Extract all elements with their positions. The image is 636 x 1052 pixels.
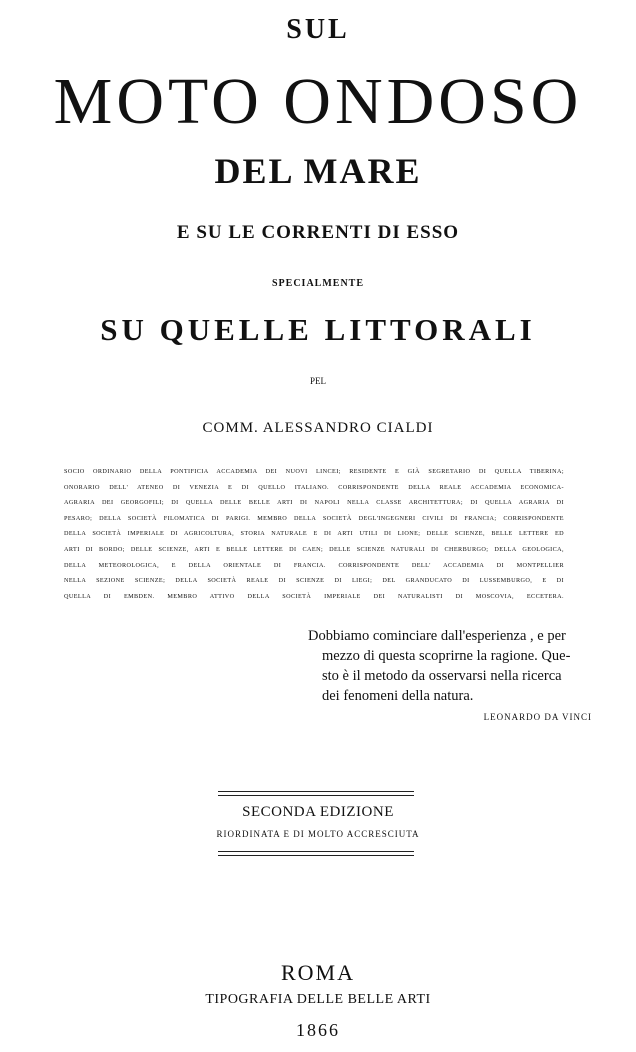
edition-rule-top-inner xyxy=(218,795,414,796)
epigraph xyxy=(308,626,600,727)
credentials-line: DELLA METEOROLOGICA, E DELLA ORIENTALE DI FRANCIA. CORRISPONDENTE DELL' ACCADEMIA DI MONTPELLIER xyxy=(64,561,564,569)
epigraph-line: dei fenomeni della natura. xyxy=(322,688,474,704)
epigraph-line: Dobbiamo cominciare dall'esperienza , e per xyxy=(308,628,566,644)
credentials-line: ONORARIO DELL' ATENEO DI VENEZIA E DI QUELLO ITALIANO. CORRISPONDENTE DELLA REALE ACCADEMIA ECONOMICA- xyxy=(64,483,564,491)
title-del-mare: DEL MARE xyxy=(214,151,422,191)
imprint-year: 1866 xyxy=(296,1020,340,1040)
edition-subtitle: RIORDINATA E DI MOLTO ACCRESCIUTA xyxy=(216,829,420,839)
edition-title: SECONDA EDIZIONE xyxy=(242,804,394,820)
author-name: COMM. ALESSANDRO CIALDI xyxy=(202,420,434,436)
imprint-city: ROMA xyxy=(280,960,355,985)
epigraph-line: mezzo di questa scoprirne la ragione. Que- xyxy=(322,648,571,664)
title-littorali: SU QUELLE LITTORALI xyxy=(100,312,536,347)
title-moto-ondoso: MOTO ONDOSO xyxy=(53,65,583,138)
title-sul: SUL xyxy=(286,14,350,45)
title-specialmente: SPECIALMENTE xyxy=(271,278,364,289)
author-credentials xyxy=(64,464,564,604)
per-word: PEL xyxy=(309,376,326,386)
credentials-line: QUELLA DI EMBDEN. MEMBRO ATTIVO DELLA SOCIETÀ IMPERIALE DEI NATURALISTI DI MOSCOVIA, ECCETERA. xyxy=(64,592,564,600)
credentials-line: DELLA SOCIETÀ IMPERIALE DI AGRICOLTURA, STORIA NATURALE E DI ARTI UTILI DI LIONE; DELLE SCIENZE, BELLE LETTERE ED xyxy=(64,530,564,538)
title-correnti: E SU LE CORRENTI DI ESSO xyxy=(176,222,460,243)
credentials-line: PESARO; DELLA SOCIETÀ FILOMATICA DI PARIGI. MEMBRO DELLA SOCIETÀ DEGL'INGEGNERI CIVILI DI FRANCIA; CORRISPONDENTE xyxy=(64,514,564,522)
edition-rule-bottom-inner xyxy=(218,855,414,856)
credentials-line: NELLA SEZIONE SCIENZE; DELLA SOCIETÀ REALE DI SCIENZE DI LIEGI; DEL GRANDUCATO DI LUSSEMBURGO, E DI xyxy=(64,577,564,585)
credentials-line: AGRARIA DEI GEORGOFILI; DI QUELLA DELLE BELLE ARTI DI NAPOLI NELLA CLASSE ARCHITETTURA; DI QUELLA AGRARIA DI xyxy=(64,499,564,507)
credentials-line: ARTI DI BORDO; DELLE SCIENZE, ARTI E BELLE LETTERE DI CAEN; DELLE SCIENZE NATURALI DI CHERBURGO; DELLA GEOLOGICA, xyxy=(64,545,564,553)
imprint-printer: TIPOGRAFIA DELLE BELLE ARTI xyxy=(205,992,431,1007)
credentials-line: SOCIO ORDINARIO DELLA PONTIFICIA ACCADEMIA DEI NUOVI LINCEI; RESIDENTE E GIÀ SEGRETARIO DI QUELLA TIBERINA; xyxy=(64,468,564,475)
edition-rule-bottom xyxy=(218,851,414,852)
edition-rule-top xyxy=(218,791,414,792)
epigraph-line: sto è il metodo da osservarsi nella ricerca xyxy=(322,668,562,684)
epigraph-signature: LEONARDO DA VINCI xyxy=(483,712,592,722)
